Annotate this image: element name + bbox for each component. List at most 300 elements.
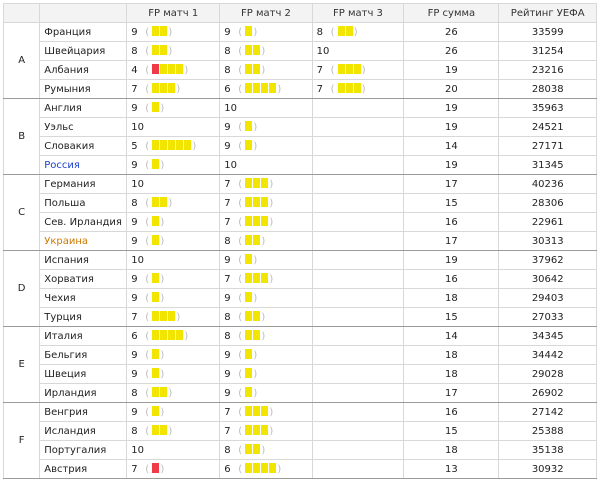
yellow-card-icon xyxy=(152,235,159,245)
fp-sum-cell: 14 xyxy=(404,327,499,346)
yellow-card-icon xyxy=(152,292,159,302)
card-list: ( ) xyxy=(145,407,165,418)
team-name: Швейцария xyxy=(40,42,127,61)
fp-match-3-cell xyxy=(312,232,404,251)
yellow-card-icon xyxy=(152,349,159,359)
card-list: ( ) xyxy=(238,350,258,361)
card-list: ( ) xyxy=(145,198,173,209)
red-card-icon xyxy=(152,463,159,473)
card-list: ( ) xyxy=(238,369,258,380)
fp-match-1-cell xyxy=(127,232,220,251)
team-name: Албания xyxy=(40,61,127,80)
yellow-card-icon xyxy=(176,140,183,150)
fp-match-1-cell xyxy=(127,194,220,213)
fp-value: 4 xyxy=(131,65,138,76)
yellow-card-icon xyxy=(253,406,260,416)
yellow-card-icon xyxy=(253,463,260,473)
fp-match-1-cell xyxy=(127,346,220,365)
card-list: ( ) xyxy=(238,198,274,209)
fp-match-1-cell xyxy=(127,384,220,403)
yellow-card-icon xyxy=(152,102,159,112)
header-fp-match-2: FP матч 2 xyxy=(220,4,312,23)
card-list: ( ) xyxy=(145,350,165,361)
uefa-rating-cell: 34442 xyxy=(499,346,597,365)
table-row xyxy=(4,384,597,403)
yellow-card-icon xyxy=(152,311,159,321)
yellow-card-icon xyxy=(253,83,260,93)
card-list: ( ) xyxy=(145,331,189,342)
team-name: Уэльс xyxy=(40,118,127,137)
yellow-card-icon xyxy=(269,463,276,473)
yellow-card-icon xyxy=(245,311,252,321)
card-list: ( ) xyxy=(330,65,366,76)
fp-match-3-cell xyxy=(312,327,404,346)
yellow-card-icon xyxy=(176,330,183,340)
fp-match-1-cell xyxy=(127,460,220,479)
yellow-card-icon xyxy=(245,235,252,245)
yellow-card-icon xyxy=(152,216,159,226)
yellow-card-icon xyxy=(245,349,252,359)
team-name: Испания xyxy=(40,251,127,270)
card-list: ( ) xyxy=(238,236,266,247)
table-row xyxy=(4,270,597,289)
group-label: B xyxy=(4,99,40,175)
team-link[interactable]: Украина xyxy=(40,232,127,251)
fp-sum-cell: 18 xyxy=(404,346,499,365)
team-name: Португалия xyxy=(40,441,127,460)
uefa-rating-cell: 25388 xyxy=(499,422,597,441)
team-name: Германия xyxy=(40,175,127,194)
yellow-card-icon xyxy=(245,140,252,150)
fp-match-3-cell xyxy=(312,23,404,42)
fp-sum-cell: 13 xyxy=(404,460,499,479)
yellow-card-icon xyxy=(152,387,159,397)
fp-value: 7 xyxy=(131,464,138,475)
uefa-rating-cell: 23216 xyxy=(499,61,597,80)
fp-value: 8 xyxy=(131,426,138,437)
card-list: ( ) xyxy=(145,141,197,152)
fp-value: 8 xyxy=(224,236,231,247)
table-row xyxy=(4,118,597,137)
fp-sum-cell: 19 xyxy=(404,99,499,118)
team-link[interactable]: Россия xyxy=(40,156,127,175)
fp-match-1-cell xyxy=(127,61,220,80)
fp-value: 7 xyxy=(131,84,138,95)
table-row xyxy=(4,99,597,118)
card-list: ( ) xyxy=(145,426,173,437)
table-row xyxy=(4,213,597,232)
yellow-card-icon xyxy=(245,368,252,378)
fp-match-2-cell xyxy=(220,61,312,80)
table-row xyxy=(4,441,597,460)
fp-value: 7 xyxy=(316,65,324,76)
yellow-card-icon xyxy=(261,463,268,473)
yellow-card-icon xyxy=(245,406,252,416)
fp-value: 9 xyxy=(131,293,138,304)
yellow-card-icon xyxy=(168,311,175,321)
yellow-card-icon xyxy=(261,178,268,188)
fp-match-1-cell xyxy=(127,308,220,327)
group-label: F xyxy=(4,403,40,479)
fair-play-table xyxy=(3,3,597,479)
yellow-card-icon xyxy=(245,292,252,302)
fp-value: 8 xyxy=(131,46,138,57)
team-name: Бельгия xyxy=(40,346,127,365)
yellow-card-icon xyxy=(253,273,260,283)
uefa-rating-cell: 37962 xyxy=(499,251,597,270)
table-row xyxy=(4,232,597,251)
yellow-card-icon xyxy=(261,425,268,435)
card-list: ( ) xyxy=(145,236,165,247)
fp-value: 9 xyxy=(131,160,138,171)
team-name: Франция xyxy=(40,23,127,42)
yellow-card-icon xyxy=(152,273,159,283)
fp-match-2-cell xyxy=(220,99,312,118)
yellow-card-icon xyxy=(184,140,191,150)
card-list: ( ) xyxy=(145,464,165,475)
fp-sum-cell: 17 xyxy=(404,384,499,403)
fp-match-3-cell xyxy=(312,137,404,156)
fp-match-1-cell xyxy=(127,270,220,289)
fp-match-2-cell xyxy=(220,460,312,479)
fp-sum-cell: 16 xyxy=(404,213,499,232)
fp-match-2-cell xyxy=(220,23,312,42)
uefa-rating-cell: 40236 xyxy=(499,175,597,194)
fp-value: 8 xyxy=(224,331,231,342)
fp-match-1-cell xyxy=(127,403,220,422)
yellow-card-icon xyxy=(261,216,268,226)
fp-sum-cell: 19 xyxy=(404,156,499,175)
fp-match-3-cell xyxy=(312,42,404,61)
fp-value: 9 xyxy=(131,27,138,38)
fp-value: 7 xyxy=(316,84,324,95)
table-row xyxy=(4,156,597,175)
fp-match-3-cell xyxy=(312,156,404,175)
fp-value: 9 xyxy=(131,369,138,380)
card-list: ( ) xyxy=(238,464,282,475)
yellow-card-icon xyxy=(338,64,345,74)
group-label: C xyxy=(4,175,40,251)
fp-value: 9 xyxy=(224,141,231,152)
fp-match-3-cell xyxy=(312,289,404,308)
yellow-card-icon xyxy=(160,64,167,74)
card-list: ( ) xyxy=(238,445,266,456)
fp-value: 7 xyxy=(224,198,231,209)
card-list: ( ) xyxy=(145,312,181,323)
header-uefa-rating: Рейтинг УЕФА xyxy=(499,4,597,23)
table-row xyxy=(4,422,597,441)
fp-match-1-cell xyxy=(127,99,220,118)
yellow-card-icon xyxy=(245,26,252,36)
yellow-card-icon xyxy=(245,444,252,454)
fp-match-2-cell xyxy=(220,441,312,460)
card-list: ( ) xyxy=(238,84,282,95)
uefa-rating-cell: 30642 xyxy=(499,270,597,289)
fp-match-2-cell xyxy=(220,403,312,422)
fp-sum-cell: 19 xyxy=(404,61,499,80)
yellow-card-icon xyxy=(160,425,167,435)
group-label: E xyxy=(4,327,40,403)
yellow-card-icon xyxy=(152,83,159,93)
fp-sum-cell: 26 xyxy=(404,42,499,61)
fp-match-2-cell xyxy=(220,346,312,365)
uefa-rating-cell: 28038 xyxy=(499,80,597,99)
fp-match-3-cell xyxy=(312,441,404,460)
card-list: ( ) xyxy=(238,331,266,342)
fp-match-2-cell xyxy=(220,308,312,327)
fp-match-1-cell xyxy=(127,327,220,346)
card-list: ( ) xyxy=(238,122,258,133)
fp-match-3-cell xyxy=(312,61,404,80)
card-list: ( ) xyxy=(238,388,258,399)
yellow-card-icon xyxy=(168,64,175,74)
uefa-rating-cell: 35138 xyxy=(499,441,597,460)
card-list: ( ) xyxy=(145,293,165,304)
header-team xyxy=(40,4,127,23)
fp-sum-cell: 18 xyxy=(404,365,499,384)
fp-match-3-cell xyxy=(312,384,404,403)
yellow-card-icon xyxy=(152,330,159,340)
yellow-card-icon xyxy=(346,83,353,93)
fp-value: 9 xyxy=(224,122,231,133)
fp-match-3-cell xyxy=(312,99,404,118)
table-row xyxy=(4,61,597,80)
yellow-card-icon xyxy=(253,178,260,188)
yellow-card-icon xyxy=(245,45,252,55)
fp-value: 9 xyxy=(224,350,231,361)
fp-match-2-cell xyxy=(220,327,312,346)
card-list: ( ) xyxy=(238,407,274,418)
fp-value: 10 xyxy=(131,178,144,190)
uefa-rating-cell: 26902 xyxy=(499,384,597,403)
fp-value: 8 xyxy=(224,65,231,76)
fp-match-1-cell xyxy=(127,137,220,156)
fp-match-3-cell xyxy=(312,118,404,137)
uefa-rating-cell: 29028 xyxy=(499,365,597,384)
fp-value: 10 xyxy=(131,254,144,266)
team-name: Ирландия xyxy=(40,384,127,403)
team-name: Хорватия xyxy=(40,270,127,289)
yellow-card-icon xyxy=(354,83,361,93)
yellow-card-icon xyxy=(152,159,159,169)
yellow-card-icon xyxy=(338,83,345,93)
uefa-rating-cell: 27142 xyxy=(499,403,597,422)
fp-value: 8 xyxy=(131,388,138,399)
fp-match-1-cell xyxy=(127,289,220,308)
fp-match-1-cell xyxy=(127,175,220,194)
yellow-card-icon xyxy=(346,26,353,36)
fp-value: 8 xyxy=(316,27,324,38)
fp-value: 7 xyxy=(224,426,231,437)
fp-sum-cell: 18 xyxy=(404,289,499,308)
yellow-card-icon xyxy=(152,368,159,378)
fp-match-2-cell xyxy=(220,251,312,270)
team-name: Англия xyxy=(40,99,127,118)
yellow-card-icon xyxy=(160,26,167,36)
fp-match-3-cell xyxy=(312,308,404,327)
uefa-rating-cell: 27171 xyxy=(499,137,597,156)
fp-sum-cell: 15 xyxy=(404,194,499,213)
fp-value: 8 xyxy=(224,312,231,323)
fp-value: 9 xyxy=(224,369,231,380)
fp-match-2-cell xyxy=(220,365,312,384)
yellow-card-icon xyxy=(253,197,260,207)
team-name: Венгрия xyxy=(40,403,127,422)
yellow-card-icon xyxy=(160,83,167,93)
yellow-card-icon xyxy=(253,444,260,454)
fp-sum-cell: 16 xyxy=(404,403,499,422)
fp-sum-cell: 17 xyxy=(404,232,499,251)
table-row xyxy=(4,23,597,42)
card-list: ( ) xyxy=(330,27,358,38)
fp-match-2-cell xyxy=(220,384,312,403)
yellow-card-icon xyxy=(245,387,252,397)
fp-match-2-cell xyxy=(220,213,312,232)
card-list: ( ) xyxy=(145,274,165,285)
table-row xyxy=(4,327,597,346)
card-list: ( ) xyxy=(145,388,173,399)
fp-match-2-cell xyxy=(220,289,312,308)
card-list: ( ) xyxy=(238,255,258,266)
fp-match-3-cell xyxy=(312,403,404,422)
card-list: ( ) xyxy=(145,27,173,38)
yellow-card-icon xyxy=(245,64,252,74)
table-row xyxy=(4,289,597,308)
yellow-card-icon xyxy=(152,425,159,435)
uefa-rating-cell: 29403 xyxy=(499,289,597,308)
fp-value: 8 xyxy=(224,46,231,57)
header-fp-sum: FP сумма xyxy=(404,4,499,23)
fp-match-1-cell xyxy=(127,80,220,99)
uefa-rating-cell: 28306 xyxy=(499,194,597,213)
red-card-icon xyxy=(152,64,159,74)
fp-value: 10 xyxy=(131,444,144,456)
header-row xyxy=(4,4,597,23)
card-list: ( ) xyxy=(238,27,258,38)
fp-match-2-cell xyxy=(220,80,312,99)
table-row xyxy=(4,80,597,99)
fp-value: 9 xyxy=(131,103,138,114)
group-label: D xyxy=(4,251,40,327)
yellow-card-icon xyxy=(338,26,345,36)
uefa-rating-cell: 34345 xyxy=(499,327,597,346)
fp-value: 9 xyxy=(131,350,138,361)
team-name: Исландия xyxy=(40,422,127,441)
fp-match-2-cell xyxy=(220,118,312,137)
uefa-rating-cell: 27033 xyxy=(499,308,597,327)
team-name: Швеция xyxy=(40,365,127,384)
yellow-card-icon xyxy=(160,387,167,397)
yellow-card-icon xyxy=(253,64,260,74)
fp-match-2-cell xyxy=(220,422,312,441)
yellow-card-icon xyxy=(168,330,175,340)
team-name: Словакия xyxy=(40,137,127,156)
yellow-card-icon xyxy=(152,406,159,416)
fp-value: 9 xyxy=(131,407,138,418)
yellow-card-icon xyxy=(245,425,252,435)
fp-match-3-cell xyxy=(312,213,404,232)
table-row xyxy=(4,194,597,213)
table-row xyxy=(4,175,597,194)
table-row xyxy=(4,460,597,479)
card-list: ( ) xyxy=(330,84,366,95)
card-list: ( ) xyxy=(238,217,274,228)
fp-value: 9 xyxy=(224,293,231,304)
yellow-card-icon xyxy=(354,64,361,74)
yellow-card-icon xyxy=(245,178,252,188)
fp-match-1-cell xyxy=(127,365,220,384)
fp-match-2-cell xyxy=(220,42,312,61)
yellow-card-icon xyxy=(245,216,252,226)
fp-sum-cell: 19 xyxy=(404,251,499,270)
fp-match-2-cell xyxy=(220,194,312,213)
fp-value: 9 xyxy=(131,217,138,228)
yellow-card-icon xyxy=(261,406,268,416)
card-list: ( ) xyxy=(238,426,274,437)
fp-match-2-cell xyxy=(220,270,312,289)
yellow-card-icon xyxy=(168,83,175,93)
yellow-card-icon xyxy=(253,425,260,435)
fp-value: 10 xyxy=(131,121,144,133)
card-list: ( ) xyxy=(145,46,173,57)
fp-match-1-cell xyxy=(127,42,220,61)
team-name: Австрия xyxy=(40,460,127,479)
card-list: ( ) xyxy=(145,160,165,171)
card-list: ( ) xyxy=(238,274,274,285)
fp-sum-cell: 15 xyxy=(404,422,499,441)
fp-match-1-cell xyxy=(127,118,220,137)
yellow-card-icon xyxy=(253,311,260,321)
yellow-card-icon xyxy=(346,64,353,74)
yellow-card-icon xyxy=(152,45,159,55)
fp-match-2-cell xyxy=(220,156,312,175)
fp-value: 10 xyxy=(224,159,238,171)
uefa-rating-cell: 22961 xyxy=(499,213,597,232)
fp-sum-cell: 19 xyxy=(404,118,499,137)
card-list: ( ) xyxy=(145,84,181,95)
fp-sum-cell: 18 xyxy=(404,441,499,460)
card-list: ( ) xyxy=(238,141,258,152)
yellow-card-icon xyxy=(245,463,252,473)
table-row xyxy=(4,403,597,422)
yellow-card-icon xyxy=(152,26,159,36)
fp-value: 7 xyxy=(224,179,231,190)
uefa-rating-cell: 33599 xyxy=(499,23,597,42)
fp-sum-cell: 14 xyxy=(404,137,499,156)
fp-sum-cell: 17 xyxy=(404,175,499,194)
fp-value: 7 xyxy=(224,407,231,418)
fp-match-1-cell xyxy=(127,213,220,232)
yellow-card-icon xyxy=(176,64,183,74)
fp-value: 8 xyxy=(224,445,231,456)
fp-match-3-cell xyxy=(312,365,404,384)
uefa-rating-cell: 30313 xyxy=(499,232,597,251)
fp-match-3-cell xyxy=(312,346,404,365)
fp-value: 7 xyxy=(224,274,231,285)
fp-value: 10 xyxy=(316,45,330,57)
group-label: A xyxy=(4,23,40,99)
uefa-rating-cell: 24521 xyxy=(499,118,597,137)
fp-value: 9 xyxy=(131,274,138,285)
team-name: Италия xyxy=(40,327,127,346)
team-name: Польша xyxy=(40,194,127,213)
card-list: ( ) xyxy=(238,312,266,323)
fp-match-1-cell xyxy=(127,422,220,441)
team-name: Чехия xyxy=(40,289,127,308)
fp-value: 7 xyxy=(224,217,231,228)
yellow-card-icon xyxy=(245,83,252,93)
card-list: ( ) xyxy=(238,65,266,76)
